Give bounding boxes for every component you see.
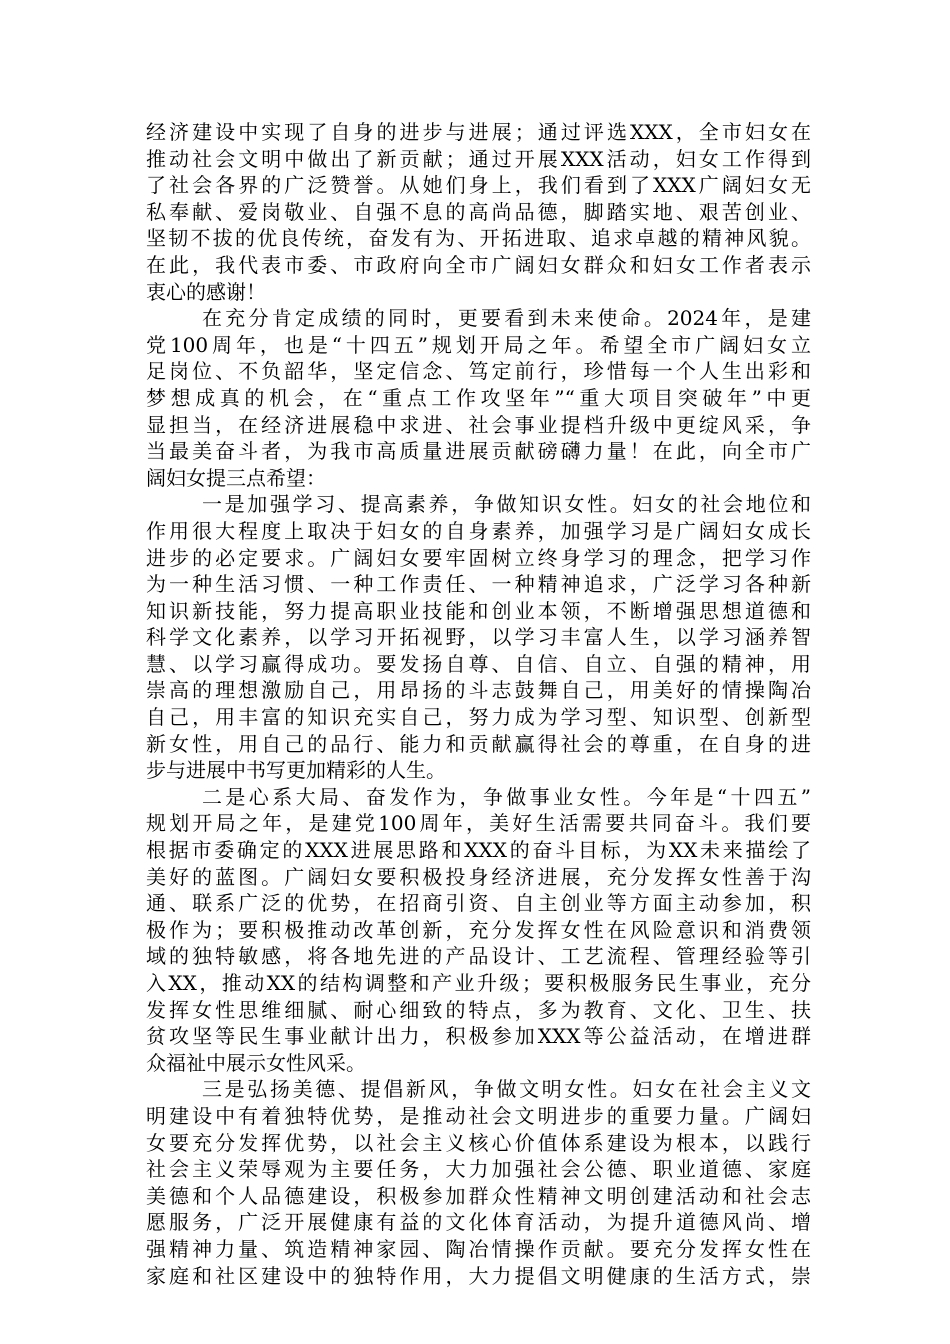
text-line: 当最美奋斗者，为我市高质量进展贡献磅礴力量！在此，向全市广 (146, 439, 811, 464)
text-line: 在此，我代表市委、市政府向全市广阔妇女群众和妇女工作者表示 (146, 252, 811, 277)
text-line: 众福祉中展示女性风采。 (146, 1050, 366, 1075)
text-line: 一是加强学习、提高素养，争做知识女性。妇女的社会地位和 (202, 492, 811, 517)
text-line: 新女性，用自己的品行、能力和贡献赢得社会的尊重，在自身的进 (146, 731, 811, 756)
text-line: 进步的必定要求。广阔妇女要牢固树立终身学习的理念，把学习作 (146, 545, 811, 570)
text-line: 显担当，在经济进展稳中求进、社会事业提档升级中更绽风采，争 (146, 412, 811, 437)
text-line: 了社会各界的广泛赞誉。从她们身上，我们看到了XXX广阔妇女无 (146, 173, 811, 198)
text-line: 根据市委确定的XXX进展思路和XXX的奋斗目标，为XX未来描绘了 (146, 838, 811, 863)
text-line: 愿服务，广泛开展健康有益的文化体育活动，为提升道德风尚、增 (146, 1210, 811, 1235)
text-line: 梦想成真的机会，在“重点工作攻坚年”“重大项目突破年”中更 (146, 385, 811, 410)
text-line: 通、联系广泛的优势，在招商引资、自主创业等方面主动参加，积 (146, 891, 811, 916)
paragraph (146, 491, 811, 784)
text-line: 崇高的理想激励自己，用昂扬的斗志鼓舞自己，用美好的情操陶冶 (146, 678, 811, 703)
text-line: 慧、以学习赢得成功。要发扬自尊、自信、自立、自强的精神，用 (146, 651, 811, 676)
text-line: 在充分肯定成绩的同时，更要看到未来使命。2024年，是建 (202, 306, 811, 331)
text-line: 衷心的感谢！ (146, 279, 266, 304)
text-line: 步与进展中书写更加精彩的人生。 (146, 758, 446, 783)
text-line: 二是心系大局、奋发作为，争做事业女性。今年是“十四五” (202, 784, 811, 809)
text-line: 强精神力量、筑造精神家园、陶冶情操作贡献。要充分发挥女性在 (146, 1236, 811, 1261)
text-line: 自己，用丰富的知识充实自己，努力成为学习型、知识型、创新型 (146, 705, 811, 730)
text-line: 发挥女性思维细腻、耐心细致的特点，多为教育、文化、卫生、扶 (146, 997, 811, 1022)
text-line: 坚韧不拔的优良传统，奋发有为、开拓进取、追求卓越的精神风貌。 (146, 226, 811, 251)
paragraph (146, 784, 811, 1077)
text-line: 域的独特敏感，将各地先进的产品设计、工艺流程、管理经验等引 (146, 944, 811, 969)
text-line: 足岗位、不负韶华，坚定信念、笃定前行，珍惜每一个人生出彩和 (146, 359, 811, 384)
paragraph (146, 119, 811, 305)
text-line: 入XX，推动XX的结构调整和产业升级；要积极服务民生事业，充分 (146, 971, 811, 995)
text-line: 明建设中有着独特优势，是推动社会文明进步的重要力量。广阔妇 (146, 1103, 811, 1128)
text-line: 美德和个人品德建设，积极参加群众性精神文明创建活动和社会志 (146, 1183, 811, 1208)
text-line: 女要充分发挥优势，以社会主义核心价值体系建设为根本，以践行 (146, 1130, 811, 1155)
text-line: 规划开局之年，是建党100周年，美好生活需要共同奋斗。我们要 (146, 811, 811, 836)
text-line: 党100周年，也是“十四五”规划开局之年。希望全市广阔妇女立 (146, 332, 811, 357)
text-line: 为一种生活习惯、一种工作责任、一种精神追求，广泛学习各种新 (146, 572, 811, 597)
text-line: 推动社会文明中做出了新贡献；通过开展XXX活动，妇女工作得到 (146, 146, 811, 171)
document-body (146, 119, 811, 1289)
text-line: 知识新技能，努力提高职业技能和创业本领，不断增强思想道德和 (146, 598, 811, 623)
text-line: 作用很大程度上取决于妇女的自身素养，加强学习是广阔妇女成长 (146, 518, 811, 543)
paragraph (146, 1076, 811, 1289)
text-line: 极作为；要积极推动改革创新，充分发挥女性在风险意识和消费领 (146, 917, 811, 942)
text-line: 家庭和社区建设中的独特作用，大力提倡文明健康的生活方式，崇 (146, 1263, 811, 1288)
paragraph (146, 305, 811, 491)
text-line: 社会主义荣辱观为主要任务，大力加强社会公德、职业道德、家庭 (146, 1157, 811, 1182)
text-line: 科学文化素养，以学习开拓视野，以学习丰富人生，以学习涵养智 (146, 625, 811, 650)
text-line: 阔妇女提三点希望： (146, 465, 326, 490)
text-line: 经济建设中实现了自身的进步与进展；通过评选XXX，全市妇女在 (146, 120, 811, 144)
text-line: 美好的蓝图。广阔妇女要积极投身经济进展，充分发挥女性善于沟 (146, 864, 811, 889)
text-line: 三是弘扬美德、提倡新风，争做文明女性。妇女在社会主义文 (202, 1077, 811, 1102)
text-line: 私奉献、爱岗敬业、自强不息的高尚品德，脚踏实地、艰苦创业、 (146, 199, 811, 224)
text-line: 贫攻坚等民生事业献计出力，积极参加XXX等公益活动，在增进群 (146, 1024, 811, 1049)
